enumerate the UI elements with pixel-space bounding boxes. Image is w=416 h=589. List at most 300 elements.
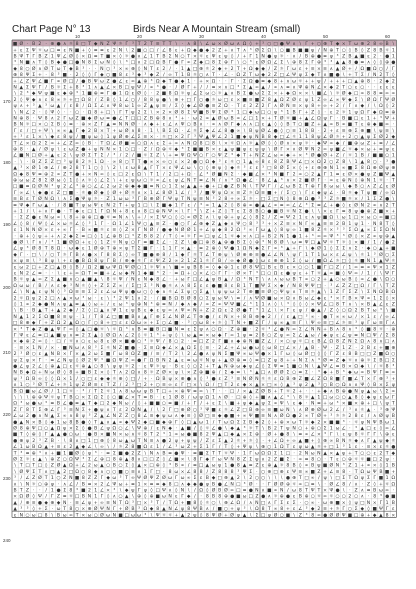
stitch-symbol: 2 [63,233,66,239]
stitch-symbol: ☼ [118,444,122,450]
stitch-symbol: ψ [324,191,327,196]
stitch-symbol: ω [50,216,54,221]
stitch-symbol: ■ [137,154,141,159]
stitch-symbol: ⊕ [44,172,48,177]
stitch-symbol: ◊ [349,47,352,53]
stitch-symbol: ◆ [261,315,265,320]
stitch-symbol: Γ [373,432,376,438]
stitch-symbol: ³ [51,239,53,245]
stitch-symbol: Ø [212,170,216,177]
stitch-symbol: ● [56,42,60,47]
stitch-symbol: ■ [162,296,166,301]
stitch-symbol: 1 [51,53,54,59]
stitch-symbol: · [52,203,53,208]
stitch-symbol: ◆ [168,426,172,431]
stitch-symbol: Z [317,376,320,382]
stitch-symbol: Ψ [44,128,48,134]
stitch-symbol: ∠ [224,72,228,78]
stitch-symbol: 1 [361,221,364,227]
stitch-symbol: 1 [392,53,395,59]
stitch-symbol: Γ [206,153,209,159]
stitch-symbol: ψ [305,104,308,109]
stitch-symbol: ◆ [311,507,315,512]
stitch-symbol: T [137,394,141,400]
stitch-symbol: ∧ [63,482,66,487]
stitch-symbol: + [311,41,315,47]
stitch-symbol: × [274,221,278,227]
stitch-symbol: ψ [317,135,320,140]
stitch-symbol: B [175,463,178,469]
stitch-symbol: ◆ [181,79,185,84]
stitch-symbol: □ [348,79,352,84]
stitch-symbol: B [286,376,289,382]
stitch-symbol: ● [69,402,73,407]
stitch-symbol: 8 [100,314,103,320]
stitch-symbol: ∞ [255,160,259,165]
stitch-symbol: ≡ [286,85,290,90]
stitch-symbol: ● [13,240,17,245]
stitch-symbol: \ [318,208,320,214]
stitch-symbol: + [323,469,327,475]
stitch-symbol: 1 [150,53,153,59]
stitch-symbol: ψ [224,253,227,258]
stitch-symbol: × [63,376,67,382]
stitch-symbol: Ψ [19,53,23,59]
stitch-symbol: \ [306,246,308,252]
stitch-symbol: ∠ [106,289,110,295]
stitch-symbol: 2 [336,103,339,109]
stitch-symbol: ≡ [162,383,166,388]
stitch-symbol: ∧ [243,141,246,146]
stitch-symbol: ▲ [94,278,98,283]
stitch-symbol: B [262,134,265,140]
stitch-symbol: · [300,501,301,506]
stitch-symbol: ■ [348,166,352,171]
stitch-symbol: □ [242,408,246,413]
stitch-symbol: Ω [144,140,148,146]
stitch-symbol: ∧ [82,253,85,258]
stitch-symbol: T [248,270,252,276]
stitch-symbol: ≡ [280,216,284,221]
stitch-symbol: × [193,53,197,59]
stitch-symbol: Γ [342,376,345,382]
stitch-symbol: \ [337,215,339,221]
stitch-symbol: ⊕ [311,185,315,190]
stitch-symbol: Z [88,475,91,481]
stitch-symbol: ψ [379,234,382,239]
stitch-symbol: ⊕ [150,495,154,500]
stitch-symbol: ○ [162,321,166,326]
stitch-symbol: 8 [286,463,289,469]
stitch-symbol: Z [255,494,258,500]
stitch-symbol: ◊ [64,177,67,183]
stitch-symbol: 8 [169,91,172,97]
stitch-symbol: ■ [69,203,73,208]
stitch-symbol: Ø [137,90,141,97]
stitch-symbol: \ [225,401,227,407]
stitch-symbol: Ø [119,133,123,140]
stitch-symbol: ∧ [63,42,66,47]
stitch-symbol: B [57,122,60,128]
stitch-symbol: ▲ [38,104,42,109]
stitch-symbol: ∞ [342,315,346,320]
stitch-symbol: T [161,41,165,47]
stitch-symbol: Ψ [243,469,247,475]
stitch-symbol: 8 [45,115,48,121]
stitch-symbol: Z [26,78,29,84]
stitch-symbol: □ [112,321,116,326]
stitch-symbol: B [193,264,196,270]
stitch-symbol: ⊕ [13,178,17,183]
stitch-symbol: Σ [299,208,302,214]
stitch-symbol: / [275,339,277,345]
stitch-symbol: / [386,66,388,72]
stitch-symbol: ⊕ [212,166,216,171]
stitch-symbol: ≡ [143,240,147,245]
stitch-symbol: ⊕ [292,476,296,481]
stitch-symbol: Ω [20,494,24,500]
stitch-symbol: Z [299,512,302,518]
stitch-symbol: × [119,66,123,72]
stitch-symbol: ψ [45,290,48,295]
stitch-symbol: ψ [57,395,60,400]
stitch-symbol: ∠ [193,221,197,227]
stitch-symbol: ○ [385,154,389,159]
stitch-symbol: / [207,84,209,90]
stitch-symbol: Γ [150,246,153,252]
stitch-symbol: ◊ [45,109,48,115]
stitch-symbol: ε [107,48,110,53]
stitch-symbol: ■ [193,147,197,152]
stitch-symbol: 8 [187,283,190,289]
stitch-symbol: T [106,382,110,388]
stitch-symbol: B [82,494,85,500]
stitch-symbol: ■ [25,389,29,394]
stitch-symbol: □ [149,61,153,66]
stitch-symbol: 8 [20,66,23,72]
stitch-symbol: Γ [150,314,153,320]
stitch-symbol: ◆ [361,104,365,109]
stitch-symbol: 1 [131,295,134,301]
stitch-symbol: · [318,346,319,351]
stitch-symbol: ■ [63,240,67,245]
stitch-symbol: ≡ [255,358,259,363]
stitch-symbol: ■ [156,402,160,407]
stitch-symbol: ◆ [237,234,241,239]
stitch-symbol: / [120,153,122,159]
stitch-symbol: N [311,401,314,407]
stitch-symbol: + [205,401,209,407]
stitch-symbol: Z [144,146,147,152]
stitch-symbol: ◊ [88,72,91,78]
stitch-symbol: / [151,146,153,152]
stitch-symbol: ∧ [354,104,357,109]
stitch-symbol: N [69,475,72,481]
stitch-symbol: ≡ [88,482,92,487]
stitch-symbol: ◊ [318,109,321,115]
stitch-symbol: ³ [58,72,60,78]
stitch-symbol: ■ [342,197,346,202]
stitch-symbol: ω [274,296,278,301]
stitch-symbol: ³ [293,382,295,388]
stitch-symbol: N [20,270,23,276]
stitch-symbol: ε [14,513,17,518]
stitch-symbol: ◆ [336,42,340,47]
stitch-symbol: Σ [268,283,271,289]
stitch-symbol: Ψ [286,215,290,221]
stitch-symbol: 1 [88,246,91,252]
stitch-symbol: ▲ [392,234,396,239]
stitch-symbol: 2 [88,351,91,357]
stitch-symbol: Σ [181,289,184,295]
stitch-symbol: Σ [237,419,240,425]
stitch-symbol: / [138,97,140,103]
stitch-symbol: ⊕ [255,408,259,413]
stitch-symbol: ▲ [323,123,327,128]
stitch-symbol: ○ [94,513,98,518]
stitch-symbol: ● [162,228,166,233]
stitch-symbol: ◆ [230,371,234,376]
stitch-symbol: ▲ [212,116,216,121]
stitch-symbol: □ [187,383,191,388]
stitch-symbol: □ [50,265,54,270]
stitch-symbol: Γ [101,494,104,500]
stitch-symbol: 2 [324,159,327,165]
stitch-symbol: □ [69,79,73,84]
stitch-symbol: ⊕ [69,92,73,97]
stitch-symbol: ■ [304,377,308,382]
stitch-symbol: ∠ [329,258,333,264]
stitch-symbol: \ [380,388,382,394]
stitch-symbol: + [305,270,309,276]
stitch-symbol: + [261,233,265,239]
stitch-symbol: ω [57,178,61,183]
stitch-symbol: B [20,196,23,202]
stitch-symbol: Ø [119,139,123,146]
stitch-symbol: ∠ [311,295,315,301]
stitch-symbol: · [169,271,170,276]
stitch-symbol: ▲ [311,395,315,400]
stitch-symbol: T [217,450,221,456]
stitch-symbol: ∠ [69,184,73,190]
stitch-symbol: ∠ [311,115,315,121]
stitch-symbol: Σ [100,153,103,159]
stitch-symbol: T [316,487,320,493]
stitch-symbol: ε [293,402,296,407]
stitch-symbol: N [206,196,209,202]
stitch-symbol: ○ [354,495,358,500]
stitch-symbol: ⊕ [50,364,54,369]
stitch-symbol: Σ [162,314,165,320]
stitch-symbol: T [292,122,296,128]
stitch-symbol: 8 [113,252,116,258]
stitch-symbol: B [138,326,141,332]
stitch-symbol: ◊ [163,456,166,462]
stitch-symbol: Σ [76,425,79,431]
stitch-symbol: ● [267,209,271,214]
stitch-symbol: 8 [224,128,227,134]
stitch-symbol: B [144,233,147,239]
stitch-symbol: 2 [274,233,277,239]
stitch-symbol: 1 [63,450,66,456]
stitch-symbol: ● [385,240,389,245]
stitch-symbol: 2 [69,444,72,450]
stitch-symbol: 2 [249,475,252,481]
stitch-symbol: / [362,270,364,276]
stitch-symbol: Σ [193,283,196,289]
stitch-symbol: 1 [181,66,184,72]
stitch-symbol: B [69,394,72,400]
stitch-symbol: ▲ [361,228,365,233]
stitch-symbol: ◊ [88,419,91,425]
stitch-symbol: Ω [354,227,358,233]
stitch-symbol: T [168,500,172,506]
stitch-symbol: ψ [76,154,79,159]
stitch-symbol: ∠ [298,332,302,338]
stitch-symbol: ε [200,476,203,481]
stitch-symbol: ³ [231,153,233,159]
stitch-symbol: ∞ [131,79,135,84]
stitch-symbol: N [144,227,147,233]
stitch-symbol: ³ [82,456,84,462]
stitch-symbol: Ø [143,474,147,481]
stitch-symbol: ● [174,222,178,227]
stitch-symbol: ◆ [156,414,160,419]
stitch-symbol: Ø [236,269,240,276]
stitch-symbol: · [312,141,313,146]
stitch-symbol: ◊ [175,215,178,221]
stitch-symbol: ψ [131,85,134,90]
stitch-symbol: \ [169,97,171,103]
stitch-symbol: · [76,123,77,128]
stitch-symbol: ● [56,209,60,214]
stitch-symbol: ω [162,495,166,500]
stitch-symbol: Ø [274,369,278,376]
stitch-symbol: / [58,202,60,208]
stitch-symbol: T [149,432,153,438]
stitch-symbol: × [379,382,383,388]
stitch-symbol: · [374,79,375,84]
stitch-symbol: ■ [100,271,104,276]
stitch-symbol: · [324,482,325,487]
stitch-symbol: ∧ [292,147,295,152]
stitch-symbol: N [13,370,16,376]
stitch-symbol: B [237,283,240,289]
stitch-symbol: Ψ [57,53,61,59]
stitch-symbol: ○ [44,426,48,431]
stitch-symbol: + [329,78,333,84]
stitch-symbol: + [373,140,377,146]
stitch-symbol: Ψ [38,91,42,97]
stitch-symbol: ω [168,414,172,419]
stitch-symbol: ▲ [206,278,210,283]
stitch-symbol: ≡ [94,54,98,59]
stitch-symbol: · [393,488,394,493]
stitch-symbol: ◊ [231,53,234,59]
stitch-symbol: ∧ [175,284,178,289]
stitch-symbol: ⊕ [298,197,302,202]
stitch-symbol: ω [224,420,228,425]
stitch-symbol: ⊕ [156,302,160,307]
stitch-symbol: ε [20,48,23,53]
stitch-symbol: Ψ [125,264,129,270]
stitch-symbol: □ [218,383,222,388]
stitch-symbol: T [211,388,215,394]
stitch-symbol: Ω [237,277,241,283]
stitch-symbol: ³ [14,475,16,481]
stitch-symbol: ∠ [286,345,290,351]
stitch-symbol: Ω [187,171,191,177]
stitch-symbol: B [249,128,252,134]
stitch-symbol: Σ [125,463,128,469]
stitch-symbol: ω [94,464,98,469]
stitch-symbol: ◆ [286,154,290,159]
column-number: 50 [323,34,328,39]
stitch-symbol: · [157,247,158,252]
stitch-symbol: ³ [306,512,308,518]
stitch-symbol: · [27,309,28,314]
stitch-symbol: ∠ [205,227,209,233]
stitch-symbol: 2 [299,413,302,419]
stitch-symbol: □ [230,389,234,394]
stitch-symbol: / [45,494,47,500]
stitch-symbol: ∧ [137,315,140,320]
stitch-symbol: ∠ [230,407,234,413]
stitch-symbol: ☼ [230,233,234,239]
stitch-symbol: / [287,487,289,493]
stitch-symbol: ∞ [57,129,61,134]
stitch-symbol: Γ [14,190,17,196]
stitch-symbol: ≡ [367,488,371,493]
stitch-symbol: ψ [237,216,240,221]
stitch-symbol: ∠ [187,128,191,134]
stitch-symbol: ● [131,54,135,59]
stitch-symbol: ● [75,61,79,66]
stitch-symbol: ● [230,240,234,245]
stitch-symbol: ⊕ [174,98,178,103]
stitch-symbol: + [267,438,271,444]
stitch-symbol: T [329,314,333,320]
stitch-symbol: Z [367,481,370,487]
stitch-symbol: Σ [355,506,358,512]
stitch-symbol: B [293,184,296,190]
stitch-symbol: ∠ [211,128,215,134]
stitch-symbol: ● [81,79,85,84]
stitch-symbol: 8 [200,432,203,438]
stitch-symbol: ☼ [348,146,352,152]
stitch-symbol: / [349,481,351,487]
stitch-symbol: Σ [175,239,178,245]
stitch-symbol: ■ [106,54,110,59]
stitch-symbol: B [249,419,252,425]
stitch-symbol: ● [81,420,85,425]
stitch-symbol: ∞ [274,507,278,512]
stitch-symbol: ○ [323,383,327,388]
stitch-symbol: B [212,481,215,487]
stitch-symbol: / [76,78,78,84]
stitch-symbol: ◆ [38,302,42,307]
stitch-symbol: / [343,103,345,109]
stitch-symbol: × [354,295,358,301]
stitch-symbol: Γ [39,84,42,90]
stitch-symbol: 8 [20,72,23,78]
stitch-symbol: ψ [45,92,48,97]
stitch-symbol: Γ [51,494,54,500]
stitch-symbol: T [354,122,358,128]
stitch-symbol: ∧ [137,209,140,214]
stitch-symbol: ☼ [162,512,166,518]
stitch-symbol: ∧ [32,61,35,66]
